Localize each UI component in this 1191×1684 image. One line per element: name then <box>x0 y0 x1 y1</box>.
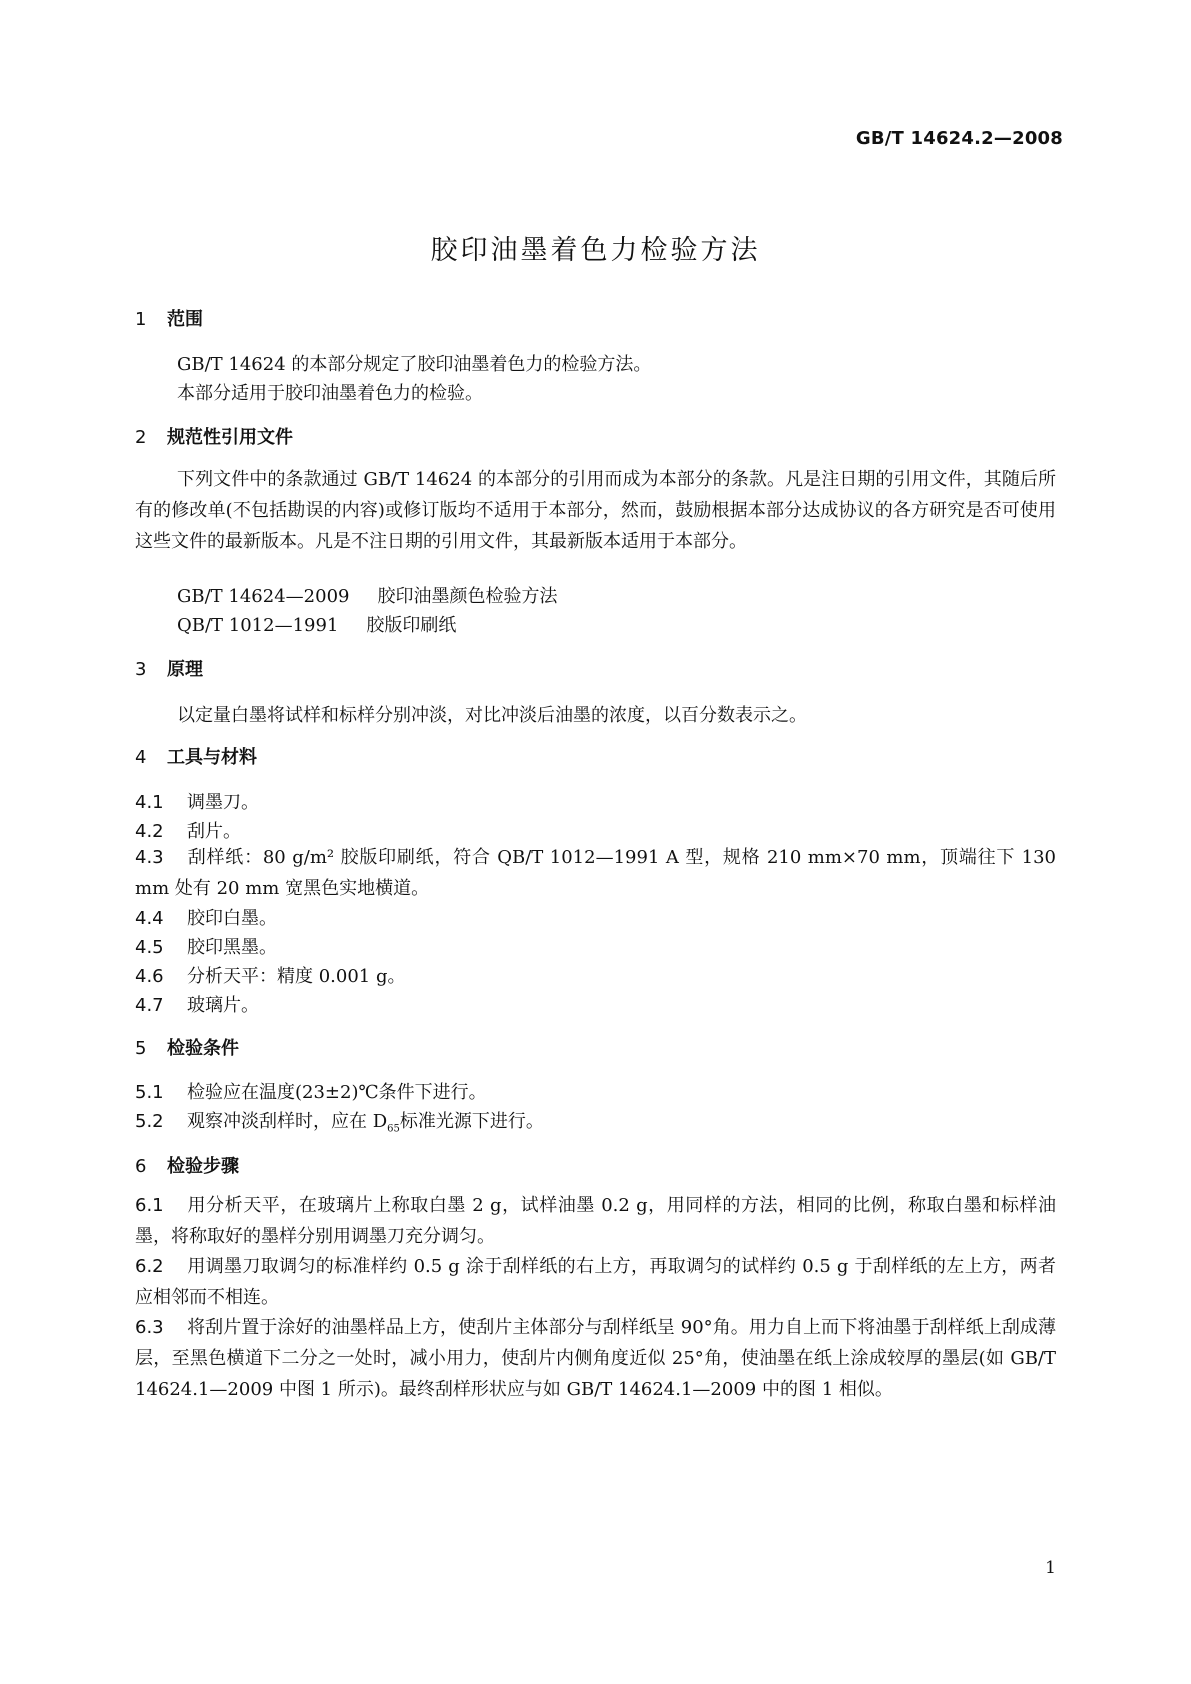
clause-text-part: 标准光源下进行。 <box>399 1111 544 1132</box>
reference-item <box>177 582 557 608</box>
section-title: 检验条件 <box>167 1038 239 1059</box>
clause-number: 4.7 <box>135 995 164 1016</box>
clause-text: 调墨刀。 <box>187 792 259 813</box>
section-title: 规范性引用文件 <box>167 427 293 448</box>
section-3-paragraph: 以定量白墨将试样和标样分别冲淡，对比冲淡后油墨的浓度，以百分数表示之。 <box>177 705 807 726</box>
clause-item <box>135 991 259 1017</box>
clause-text: 胶印黑墨。 <box>187 937 277 958</box>
clause-item <box>135 1107 544 1135</box>
clause-text: 检验应在温度(23±2)℃条件下进行。 <box>187 1082 487 1103</box>
subscript: 65 <box>387 1123 400 1135</box>
reference-item <box>177 611 456 637</box>
clause-item <box>135 1078 487 1104</box>
clause-number: 4.5 <box>135 937 164 958</box>
clause-text: 将刮片置于涂好的油墨样品上方，使刮片主体部分与刮样纸呈 90°角。用力自上而下将油墨于刮样纸上刮成薄层，至黑色横道下二分之一处时，减小用力，使刮片内侧角度近似 25°角，使油墨在纸上涂成较厚的墨层(如 GB/T 14624.1—2009 中图 1 所示)。最终刮样形状应与如 GB/T 14624.1—2009 中的图 1 相似。 <box>135 1317 1056 1400</box>
clause-number: 4.1 <box>135 792 164 813</box>
clause-text: 用调墨刀取调匀的标准样约 0.5 g 涂于刮样纸的右上方，再取调匀的试样约 0.5 g 于刮样纸的左上方，两者应相邻而不相连。 <box>135 1256 1056 1308</box>
clause-number: 6.1 <box>135 1195 164 1216</box>
reference-code: GB/T 14624—2009 <box>177 586 350 607</box>
clause-number: 6.3 <box>135 1317 164 1338</box>
section-number: 4 <box>135 747 147 768</box>
clause-item <box>135 1312 1056 1405</box>
clause-item <box>135 1190 1056 1252</box>
section-number: 6 <box>135 1156 147 1177</box>
clause-number: 4.3 <box>135 847 164 868</box>
clause-item <box>135 1251 1056 1313</box>
section-1-heading <box>135 305 203 331</box>
clause-text: 刮样纸：80 g/m² 胶版印刷纸，符合 QB/T 1012—1991 A 型，规格 210 mm×70 mm，顶端往下 130 mm 处有 20 mm 宽黑色实地横道。 <box>135 847 1056 899</box>
clause-number: 5.2 <box>135 1111 164 1132</box>
section-title: 工具与材料 <box>167 747 257 768</box>
clause-text-part: 观察冲淡刮样时，应在 D <box>187 1111 388 1132</box>
reference-title: 胶印油墨颜色检验方法 <box>377 586 558 607</box>
section-title: 原理 <box>167 659 203 680</box>
section-1-paragraph-2: 本部分适用于胶印油墨着色力的检验。 <box>177 383 483 404</box>
clause-number: 4.4 <box>135 908 164 929</box>
clause-item <box>135 933 277 959</box>
page-number: 1 <box>1045 1558 1056 1578</box>
clause-text: 分析天平：精度 0.001 g。 <box>187 966 406 987</box>
section-number: 5 <box>135 1038 147 1059</box>
document-code: GB/T 14624.2—2008 <box>855 128 1063 149</box>
section-number: 1 <box>135 309 147 330</box>
clause-number: 5.1 <box>135 1082 164 1103</box>
section-4-heading <box>135 743 257 769</box>
clause-text: 用分析天平，在玻璃片上称取白墨 2 g，试样油墨 0.2 g，用同样的方法，相同的比例，称取白墨和标样油墨，将称取好的墨样分别用调墨刀充分调匀。 <box>135 1195 1056 1247</box>
section-title: 检验步骤 <box>167 1156 239 1177</box>
section-title: 范围 <box>167 309 203 330</box>
clause-text <box>187 1111 544 1135</box>
section-3-heading <box>135 655 203 681</box>
clause-text: 玻璃片。 <box>187 995 259 1016</box>
section-1-paragraph-1: GB/T 14624 的本部分规定了胶印油墨着色力的检验方法。 <box>177 354 652 375</box>
section-2-paragraph: 下列文件中的条款通过 GB/T 14624 的本部分的引用而成为本部分的条款。凡是注日期的引用文件，其随后所有的修改单(不包括勘误的内容)或修订版均不适用于本部分，然而，鼓励根据本部分达成协议的各方研究是否可使用这些文件的最新版本。凡是不注日期的引用文件，其最新版本适用于本部分。 <box>135 469 1056 552</box>
clause-number: 6.2 <box>135 1256 164 1277</box>
clause-number: 4.6 <box>135 966 164 987</box>
document-title: 胶印油墨着色力检验方法 <box>430 235 761 266</box>
clause-number: 4.2 <box>135 821 164 842</box>
clause-item <box>135 962 406 988</box>
reference-code: QB/T 1012—1991 <box>177 615 339 636</box>
clause-item <box>135 904 277 930</box>
reference-title: 胶版印刷纸 <box>366 615 457 636</box>
section-number: 3 <box>135 659 147 680</box>
section-5-heading <box>135 1034 239 1060</box>
clause-item <box>135 842 1056 904</box>
section-6-heading <box>135 1152 239 1178</box>
clause-text: 胶印白墨。 <box>187 908 277 929</box>
clause-text: 刮片。 <box>187 821 241 842</box>
section-2-heading <box>135 423 293 449</box>
section-number: 2 <box>135 427 147 448</box>
clause-item <box>135 788 259 814</box>
clause-item <box>135 817 241 843</box>
